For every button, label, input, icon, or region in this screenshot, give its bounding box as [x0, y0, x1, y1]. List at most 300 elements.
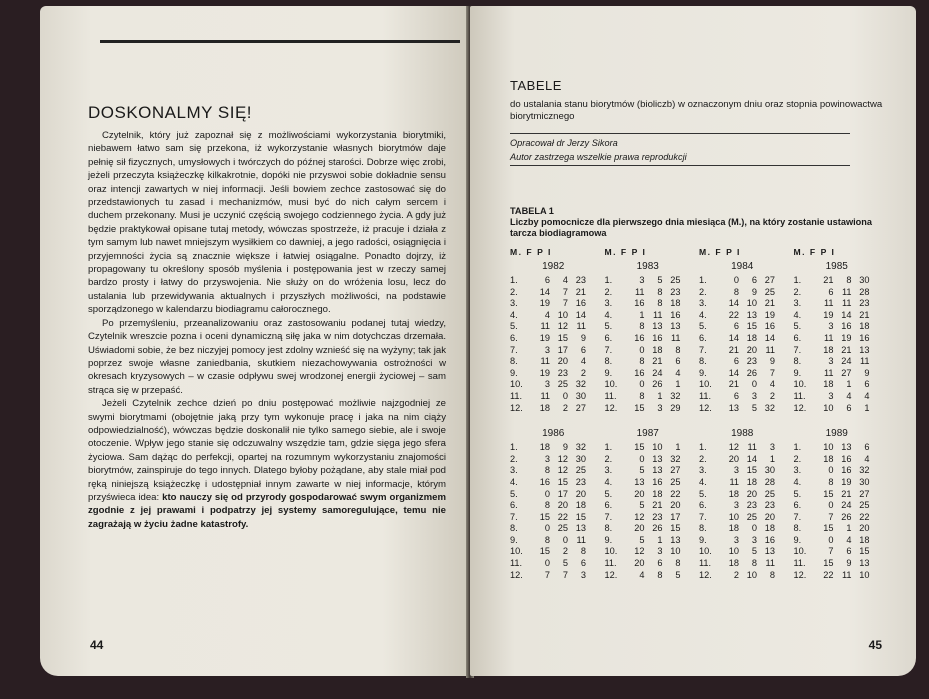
- table-cell: 5.: [699, 488, 707, 499]
- paragraph: Czytelnik, który już zapoznał się z możliwościami wykorzystania biorytmiki, niebawem łatwo sam się przekona, iż wykorzystanie własnych biorytmów daje pełnię sił fizycznych, umysłowych i twórczych do późnej starości. Dobrze więc zrobi, jeżeli przeczyta książeczkę kilkakrotnie, dopóki nie przyswoi sobie dokładnie sensu oraz intencji zawartych w niej informacji. Jeśli bowiem zechce zastosować się do przedstawionych tu zasad i mechanizmów, musi być do nich całym sercem i duchem przekonany. Musi je uczynić częścią swojego codziennego życia. A gdy już będzie praktykował opisane tutaj metody, wówczas spostrzeże, iż pracuje i działa z tym samym lub nawet mniejszym wysiłkiem co dawniej, a jego radości, osiągnięcia i przyjemności życia są znacznie większe i łatwiej osiągalne. Ponadto dojrzy, iż propagowany tu określony sposób myślenia i postępowania jest w rzeczy samej bardzo prosty i łatwy do przyswojenia. Nie służy on do wróżenia losu, lecz do ustalania lub przewidywania aktualnych i przyszłych możliwości, na podstawie sporządzonego w kalendarzu biodiagramu całorocznego.: [88, 130, 446, 316]
- table-row: [510, 287, 597, 299]
- table-cell: 9.: [793, 534, 802, 545]
- table-cell: 9: [562, 442, 568, 453]
- table-cell: 14: [728, 332, 739, 343]
- table-cell: 11: [540, 390, 550, 401]
- year-block: [794, 426, 881, 581]
- table-cell: 22: [728, 309, 739, 320]
- table-cell: 10.: [699, 379, 712, 390]
- year-block: [510, 259, 597, 414]
- table-cell: 25: [557, 379, 568, 390]
- table-cell: 8: [544, 465, 550, 476]
- table-cell: 13: [652, 321, 663, 332]
- table-row: [794, 275, 881, 287]
- table-cell: 12: [634, 511, 645, 522]
- table-cell: 6: [846, 402, 852, 413]
- table-cell: 15: [823, 523, 834, 534]
- table-row: [510, 570, 597, 582]
- table-row: [605, 287, 692, 299]
- table-cell: 2: [562, 546, 568, 557]
- table-cell: 1.: [793, 275, 802, 285]
- table-cell: 7: [769, 367, 775, 378]
- table-cell: 21: [841, 488, 852, 499]
- table-cell: 0: [544, 523, 550, 534]
- table-cell: 4.: [604, 309, 613, 320]
- table-cell: 9.: [510, 534, 518, 545]
- table-cell: 15: [557, 332, 568, 343]
- table-cell: 2.: [604, 286, 613, 297]
- table-cell: 13: [841, 442, 852, 453]
- table-cell: 3: [657, 546, 663, 557]
- table-cell: 10: [652, 442, 663, 453]
- table-cell: 11: [670, 332, 681, 343]
- column-header: M. F P I: [510, 247, 552, 257]
- table-cell: 11: [841, 286, 852, 297]
- table-cell: 25: [764, 286, 775, 297]
- table-cell: 21: [823, 275, 834, 285]
- table-cell: 8.: [793, 356, 802, 367]
- table-row: [605, 512, 692, 524]
- table-cell: 13: [728, 402, 739, 413]
- year-block: [605, 426, 692, 581]
- right-page: [470, 6, 916, 676]
- table-cell: 24: [841, 356, 852, 367]
- table-cell: 6: [828, 286, 834, 297]
- table-cell: 3.: [793, 298, 802, 309]
- table-cell: 5.: [793, 488, 802, 499]
- table-cell: 1: [769, 453, 775, 464]
- table-cell: 3.: [699, 298, 707, 309]
- table-row: [699, 356, 786, 368]
- table-cell: 26: [841, 511, 852, 522]
- table-description: Liczby pomocnicze dla pierwszego dnia miesiąca (M.), na który zostanie ustawiona tarcza biodiagramowa: [510, 217, 872, 238]
- table-cell: 10: [746, 298, 757, 309]
- table-row: [794, 489, 881, 501]
- table-cell: 16: [575, 298, 586, 309]
- table-row: [794, 298, 881, 310]
- table-cell: 21: [652, 356, 663, 367]
- table-cell: 3.: [604, 298, 613, 309]
- table-cell: 21: [764, 298, 775, 309]
- table-row: [605, 523, 692, 535]
- table-row: [699, 558, 786, 570]
- table-cell: 11.: [699, 558, 712, 569]
- table-cell: 16: [841, 465, 852, 476]
- table-cell: 0: [639, 344, 645, 355]
- table-cell: 18: [764, 523, 775, 534]
- table-cell: 15: [634, 402, 645, 413]
- table-row: [605, 368, 692, 380]
- table-cell: 8.: [510, 523, 518, 534]
- table-cell: 18: [575, 500, 586, 511]
- table-cell: 2.: [510, 286, 518, 297]
- table-row: [699, 287, 786, 299]
- table-cell: 4.: [604, 476, 613, 487]
- table-cell: 6: [733, 356, 739, 367]
- table-row: [699, 442, 786, 454]
- table-row: [794, 546, 881, 558]
- table-cell: 17: [557, 488, 568, 499]
- table-cell: 18: [823, 344, 834, 355]
- table-cell: 10: [670, 546, 681, 557]
- table-cell: 11.: [793, 558, 806, 569]
- table-cell: 10: [728, 511, 739, 522]
- table-row: [794, 454, 881, 466]
- table-row: [510, 500, 597, 512]
- table-row: [510, 442, 597, 454]
- paragraph: Po przemyśleniu, przeanalizowaniu oraz zastosowaniu podanej tutaj wiedzy, Czytelnik wreszcie pozna i oceni dynamiczną siłę jaka w nim dotychczas drzemała. Uświadomi sobie, że bez niczyjej pomocy jest zdolny wznieść się na wyżyny; tak jak poprzez swoje własne zaniedbania, skutkiem niezachowywania ostrożności w okresach kryzysowych – w czasie odpływu swej wrodzonej energii życiowej – sam strąca się w przepaść.: [88, 317, 446, 396]
- table-cell: 6: [580, 344, 586, 355]
- table-row: [794, 570, 881, 582]
- table-cell: 4: [675, 367, 681, 378]
- table-row: [510, 512, 597, 524]
- table-cell: 11.: [699, 390, 712, 401]
- table-row: [699, 333, 786, 345]
- author-line: Opracował dr Jerzy Sikora: [510, 138, 618, 148]
- table-cell: 13: [575, 523, 586, 534]
- table-row: [794, 465, 881, 477]
- table-row: [699, 489, 786, 501]
- table-cell: 11: [576, 534, 586, 545]
- top-rule: [100, 40, 460, 43]
- table-cell: 14: [575, 309, 586, 320]
- table-cell: 5.: [604, 321, 613, 332]
- chapter-body: [78, 129, 448, 531]
- table-cell: 8.: [699, 356, 707, 367]
- table-cell: 4: [562, 275, 568, 285]
- table-cell: 27: [764, 275, 775, 285]
- table-row: [605, 379, 692, 391]
- table-cell: 14: [728, 298, 739, 309]
- table-cell: 14: [841, 309, 852, 320]
- table-row: [699, 368, 786, 380]
- table-row: [699, 298, 786, 310]
- table-cell: 15: [746, 321, 757, 332]
- table-cell: 25: [670, 275, 681, 285]
- table-cell: 12: [557, 465, 568, 476]
- table-cell: 1.: [604, 275, 613, 285]
- table-cell: 18: [728, 488, 739, 499]
- table-cell: 12.: [604, 569, 618, 580]
- table-cell: 21: [841, 344, 852, 355]
- table-label: TABELA 1: [510, 206, 554, 216]
- table-cell: 13: [652, 465, 663, 476]
- table-cell: 8.: [793, 523, 802, 534]
- year-table-grid: [510, 247, 880, 581]
- year-block: [699, 426, 786, 581]
- band-gap: [510, 414, 597, 426]
- table-cell: 32: [764, 402, 775, 413]
- table-cell: 3: [639, 275, 645, 285]
- table-cell: 12.: [510, 402, 523, 413]
- table-cell: 22: [670, 488, 681, 499]
- table-row: [699, 310, 786, 322]
- table-cell: 6.: [604, 332, 613, 343]
- table-row: [794, 379, 881, 391]
- table-cell: 8: [544, 534, 550, 545]
- year-label: 1989: [825, 428, 848, 440]
- table-cell: 27: [575, 402, 586, 413]
- table-cell: 28: [859, 286, 870, 297]
- table-cell: 8: [828, 476, 834, 487]
- paragraph: [88, 397, 446, 531]
- table-cell: 16: [634, 332, 645, 343]
- table-cell: 5: [639, 534, 645, 545]
- table-cell: 11: [729, 476, 739, 487]
- table-cell: 11: [540, 356, 550, 367]
- table-cell: 11: [823, 367, 834, 378]
- table-cell: 12.: [604, 402, 618, 413]
- table-cell: 18: [539, 402, 550, 413]
- table-row: [794, 523, 881, 535]
- table-row: [699, 512, 786, 524]
- table-row: [605, 489, 692, 501]
- table-cell: 30: [764, 465, 775, 476]
- table-cell: 21: [575, 286, 586, 297]
- table-cell: 10.: [793, 379, 807, 390]
- table-cell: 11.: [793, 390, 806, 401]
- table-row: [794, 500, 881, 512]
- table-cell: 0: [639, 379, 645, 390]
- table-row: [510, 368, 597, 380]
- table-cell: 16: [670, 309, 681, 320]
- table-row: [794, 310, 881, 322]
- table-row: [510, 477, 597, 489]
- table-cell: 7.: [604, 344, 613, 355]
- table-cell: 16: [539, 476, 550, 487]
- table-cell: 18: [859, 534, 870, 545]
- table-cell: 4: [864, 390, 870, 401]
- table-cell: 2: [769, 390, 775, 401]
- table-cell: 7.: [793, 511, 802, 522]
- table-cell: 8: [751, 558, 757, 569]
- table-cell: 9: [846, 558, 852, 569]
- table-row: [510, 558, 597, 570]
- table-cell: 19: [764, 309, 775, 320]
- table-cell: 25: [670, 476, 681, 487]
- table-cell: 5.: [510, 321, 518, 332]
- table-cell: 8: [733, 286, 739, 297]
- table-row: [605, 275, 692, 287]
- table-cell: 27: [670, 465, 681, 476]
- table-cell: 25: [557, 523, 568, 534]
- table-cell: 28: [764, 476, 775, 487]
- table-cell: 6: [733, 390, 739, 401]
- table-cell: 3: [751, 534, 757, 545]
- table-cell: 23: [575, 275, 586, 285]
- table-row: [794, 442, 881, 454]
- table-cell: 8: [675, 558, 681, 569]
- year-label: 1983: [636, 261, 659, 272]
- table-cell: 23: [557, 367, 568, 378]
- table-cell: 7.: [699, 511, 707, 522]
- table-cell: 9.: [604, 367, 613, 378]
- table-cell: 32: [575, 379, 586, 390]
- table-cell: 19: [841, 332, 852, 343]
- table-cell: 3.: [510, 298, 518, 309]
- table-cell: 15: [539, 546, 550, 557]
- table-cell: 6.: [699, 500, 707, 511]
- table-cell: 4: [864, 453, 870, 464]
- table-cell: 0: [751, 523, 757, 534]
- table-row: [794, 333, 881, 345]
- table-cell: 25: [859, 500, 870, 511]
- table-cell: 16: [764, 534, 775, 545]
- table-cell: 3: [733, 534, 739, 545]
- table-cell: 13: [859, 558, 870, 569]
- table-cell: 18: [746, 332, 757, 343]
- table-cell: 3: [580, 569, 586, 580]
- table-cell: 8: [639, 356, 645, 367]
- table-cell: 7.: [699, 344, 707, 355]
- table-cell: 6.: [510, 332, 518, 343]
- table-cell: 18: [859, 321, 870, 332]
- table-cell: 7: [544, 569, 550, 580]
- table-row: [510, 465, 597, 477]
- table-row: [605, 403, 692, 415]
- table-cell: 11: [540, 321, 550, 332]
- table-cell: 0: [562, 534, 568, 545]
- table-cell: 23: [746, 356, 757, 367]
- table-cell: 5: [639, 465, 645, 476]
- table-cell: 3: [828, 321, 834, 332]
- table-cell: 5.: [604, 488, 613, 499]
- table-cell: 8.: [604, 523, 613, 534]
- table-row: [605, 500, 692, 512]
- table-cell: 2.: [699, 286, 707, 297]
- table-cell: 7.: [604, 511, 613, 522]
- table-cell: 25: [764, 488, 775, 499]
- table-cell: 0: [639, 453, 645, 464]
- table-cell: 13: [670, 534, 681, 545]
- table-cell: 2.: [510, 453, 518, 464]
- table-cell: 8: [639, 321, 645, 332]
- table-row: [699, 275, 786, 287]
- table-row: [794, 512, 881, 524]
- table-cell: 5: [751, 546, 757, 557]
- table-row: [699, 465, 786, 477]
- table-cell: 18: [652, 344, 663, 355]
- table-row: [510, 356, 597, 368]
- table-cell: 11: [841, 569, 852, 580]
- table-cell: 12.: [699, 402, 712, 413]
- table-cell: 5: [639, 500, 645, 511]
- table-cell: 10: [728, 546, 739, 557]
- table-cell: 5: [751, 402, 757, 413]
- table-cell: 9.: [510, 367, 518, 378]
- page-number-right: 45: [868, 638, 882, 652]
- table-cell: 16: [841, 453, 852, 464]
- left-page: [40, 6, 468, 676]
- table-cell: 30: [575, 453, 586, 464]
- table-cell: 20: [557, 500, 568, 511]
- table-cell: 16: [634, 367, 645, 378]
- table-row: [699, 321, 786, 333]
- table-cell: 7.: [510, 344, 518, 355]
- table-cell: 21: [859, 309, 870, 320]
- table-cell: 7: [828, 511, 834, 522]
- table-cell: 0: [544, 488, 550, 499]
- table-row: [510, 391, 597, 403]
- table-row: [605, 321, 692, 333]
- table-row: [605, 333, 692, 345]
- table-cell: 20: [746, 488, 757, 499]
- table-cell: 8: [769, 569, 775, 580]
- table-cell: 29: [670, 402, 681, 413]
- table-row: [605, 442, 692, 454]
- table-cell: 19: [539, 298, 550, 309]
- table-cell: 11: [823, 298, 834, 309]
- year-block: [510, 426, 597, 581]
- table-cell: 30: [575, 390, 586, 401]
- table-cell: 20: [728, 453, 739, 464]
- table-cell: 5.: [699, 321, 707, 332]
- table-cell: 6: [864, 379, 870, 390]
- table-row: [510, 546, 597, 558]
- open-book: [40, 6, 916, 686]
- table-cell: 32: [575, 442, 586, 453]
- table-cell: 5: [675, 569, 681, 580]
- table-cell: 7: [562, 286, 568, 297]
- table-cell: 3: [733, 500, 739, 511]
- table-cell: 11.: [604, 390, 617, 401]
- table-cell: 9.: [793, 367, 802, 378]
- table-row: [794, 535, 881, 547]
- table-cell: 0: [828, 500, 834, 511]
- table-cell: 10: [823, 442, 834, 453]
- divider: [510, 133, 850, 134]
- table-cell: 1: [675, 379, 681, 390]
- year-label: 1982: [542, 261, 565, 272]
- tables-subtitle: do ustalania stanu biorytmów (bioliczb) w oznaczonym dniu oraz stopnia powinowactwa biorytmicznego: [510, 99, 883, 122]
- table-cell: 12: [634, 546, 645, 557]
- table-cell: 21: [652, 500, 663, 511]
- table-cell: 15: [859, 546, 870, 557]
- table-cell: 32: [670, 390, 681, 401]
- tables-title: TABELE: [510, 78, 562, 93]
- year-block: [699, 259, 786, 414]
- table-cell: 1: [657, 390, 663, 401]
- table-row: [510, 298, 597, 310]
- table-row: [605, 298, 692, 310]
- table-cell: 7: [562, 569, 568, 580]
- table-cell: 15: [823, 488, 834, 499]
- table-cell: 16: [652, 332, 663, 343]
- table-cell: 10: [823, 402, 834, 413]
- table-cell: 3.: [604, 465, 613, 476]
- table-row: [699, 546, 786, 558]
- table-cell: 17: [670, 511, 681, 522]
- table-cell: 23: [746, 500, 757, 511]
- table-row: [699, 500, 786, 512]
- table-cell: 9: [580, 332, 586, 343]
- table-cell: 12: [557, 453, 568, 464]
- table-cell: 18: [670, 298, 681, 309]
- table-cell: 1.: [699, 275, 707, 285]
- table-cell: 7: [562, 298, 568, 309]
- table-cell: 1.: [604, 442, 613, 453]
- table-cell: 14: [539, 286, 550, 297]
- table-row: [699, 570, 786, 582]
- table-cell: 10.: [793, 546, 807, 557]
- table-row: [605, 570, 692, 582]
- table-cell: 19: [539, 332, 550, 343]
- table-cell: 0: [828, 534, 834, 545]
- table-cell: 20: [634, 488, 645, 499]
- table-cell: 1: [639, 309, 645, 320]
- table-cell: 3: [828, 390, 834, 401]
- table-cell: 6: [733, 321, 739, 332]
